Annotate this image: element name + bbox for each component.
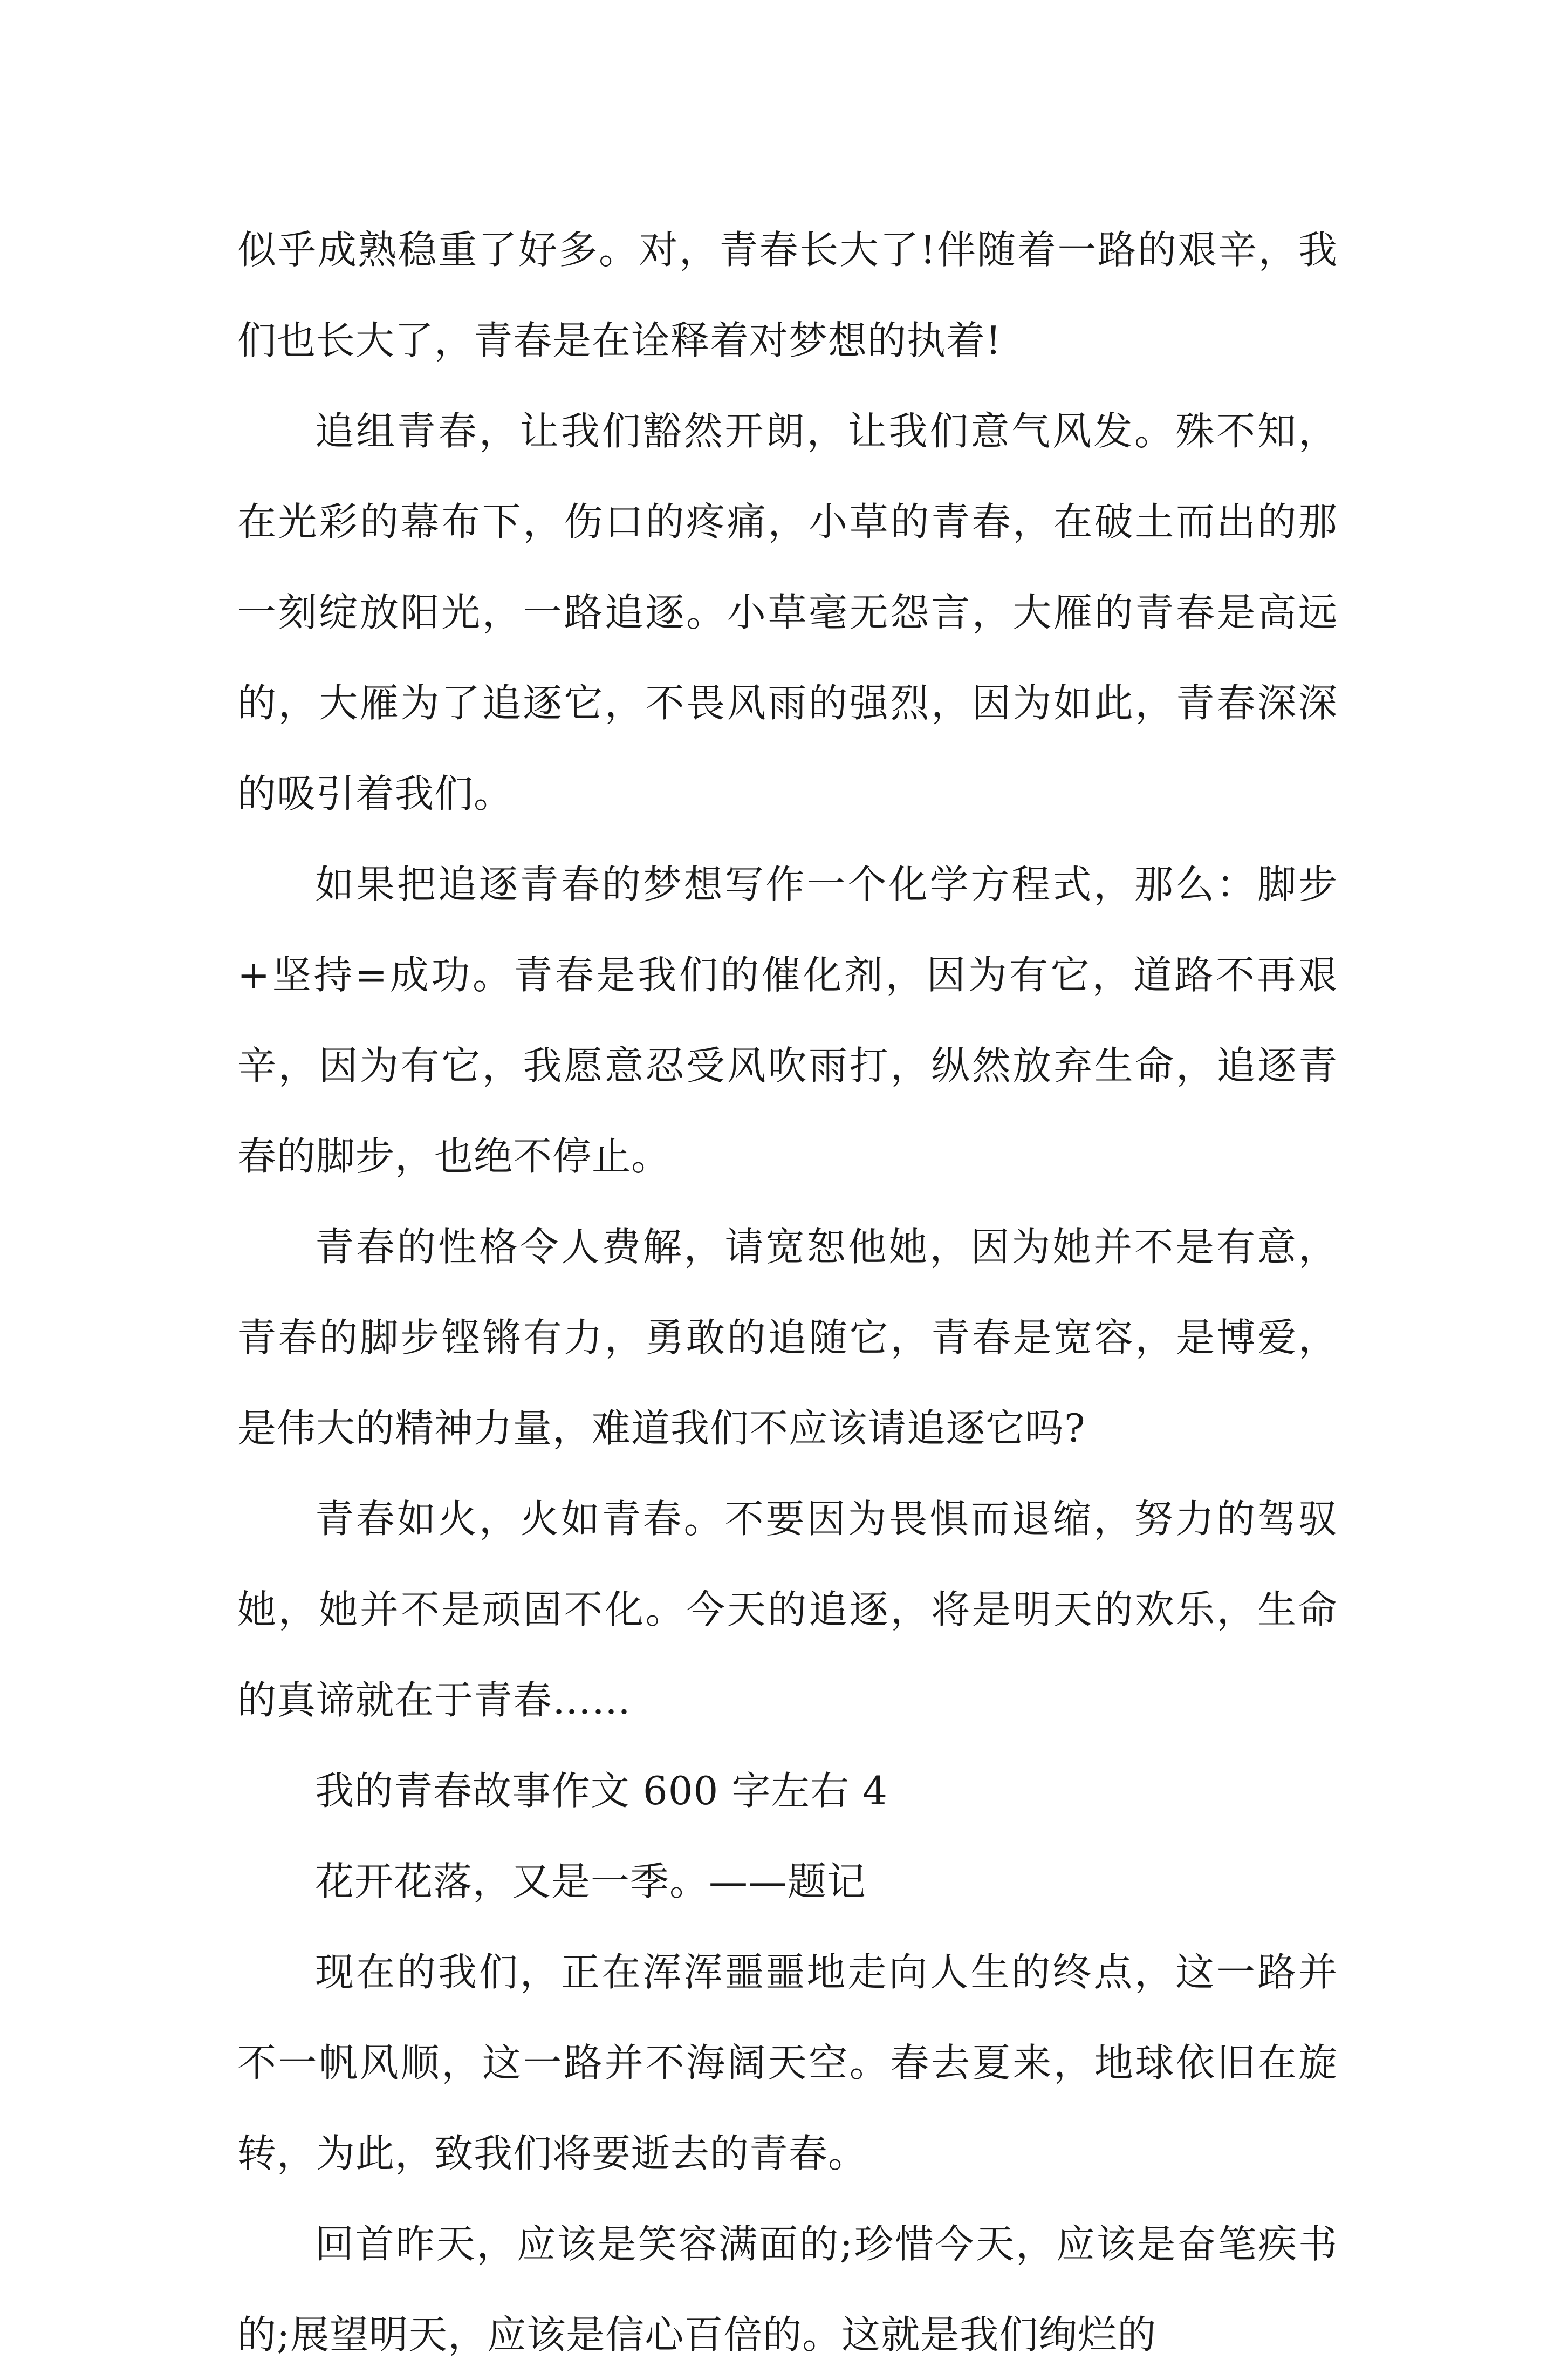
paragraph-4: 青春的性格令人费解，请宽恕他她，因为她并不是有意，青春的脚步铿锵有力，勇敢的追随它，青春是宽容，是博爱，是伟大的精神力量，难道我们不应该请追逐它吗? xyxy=(237,1224,1338,1451)
epigraph: 花开花落，又是一季。——题记 xyxy=(315,1859,867,1904)
paragraph-3: 如果把追逐青春的梦想写作一个化学方程式，那么：脚步+坚持=成功。青春是我们的催化剂，因为有它，道路不再艰辛，因为有它，我愿意忍受风吹雨打，纵然放弃生命，追逐青春的脚步，也绝不停止。 xyxy=(237,862,1338,1179)
document-body xyxy=(237,204,1338,2380)
paragraph-5: 青春如火，火如青春。不要因为畏惧而退缩，努力的驾驭她，她并不是顽固不化。今天的追逐，将是明天的欢乐，生命的真谛就在于青春…… xyxy=(237,1496,1338,1723)
paragraph-1: 似乎成熟稳重了好多。对，青春长大了!伴随着一路的艰辛，我们也长大了，青春是在诠释着对梦想的执着! xyxy=(237,227,1338,363)
paragraph-7: 回首昨天，应该是笑容满面的;珍惜今天，应该是奋笔疾书的;展望明天，应该是信心百倍的。这就是我们绚烂的 xyxy=(237,2221,1338,2357)
paragraph-6: 现在的我们，正在浑浑噩噩地走向人生的终点，这一路并不一帆风顺，这一路并不海阔天空。春去夏来，地球依旧在旋转，为此，致我们将要逝去的青春。 xyxy=(237,1949,1338,2176)
section-heading: 我的青春故事作文 600 字左右 4 xyxy=(315,1768,888,1813)
paragraph-2: 追组青春，让我们豁然开朗，让我们意气风发。殊不知，在光彩的幕布下，伤口的疼痛，小草的青春，在破土而出的那一刻绽放阳光，一路追逐。小草毫无怨言，大雁的青春是高远的，大雁为了追逐它，不畏风雨的强烈，因为如此，青春深深的吸引着我们。 xyxy=(237,408,1338,816)
